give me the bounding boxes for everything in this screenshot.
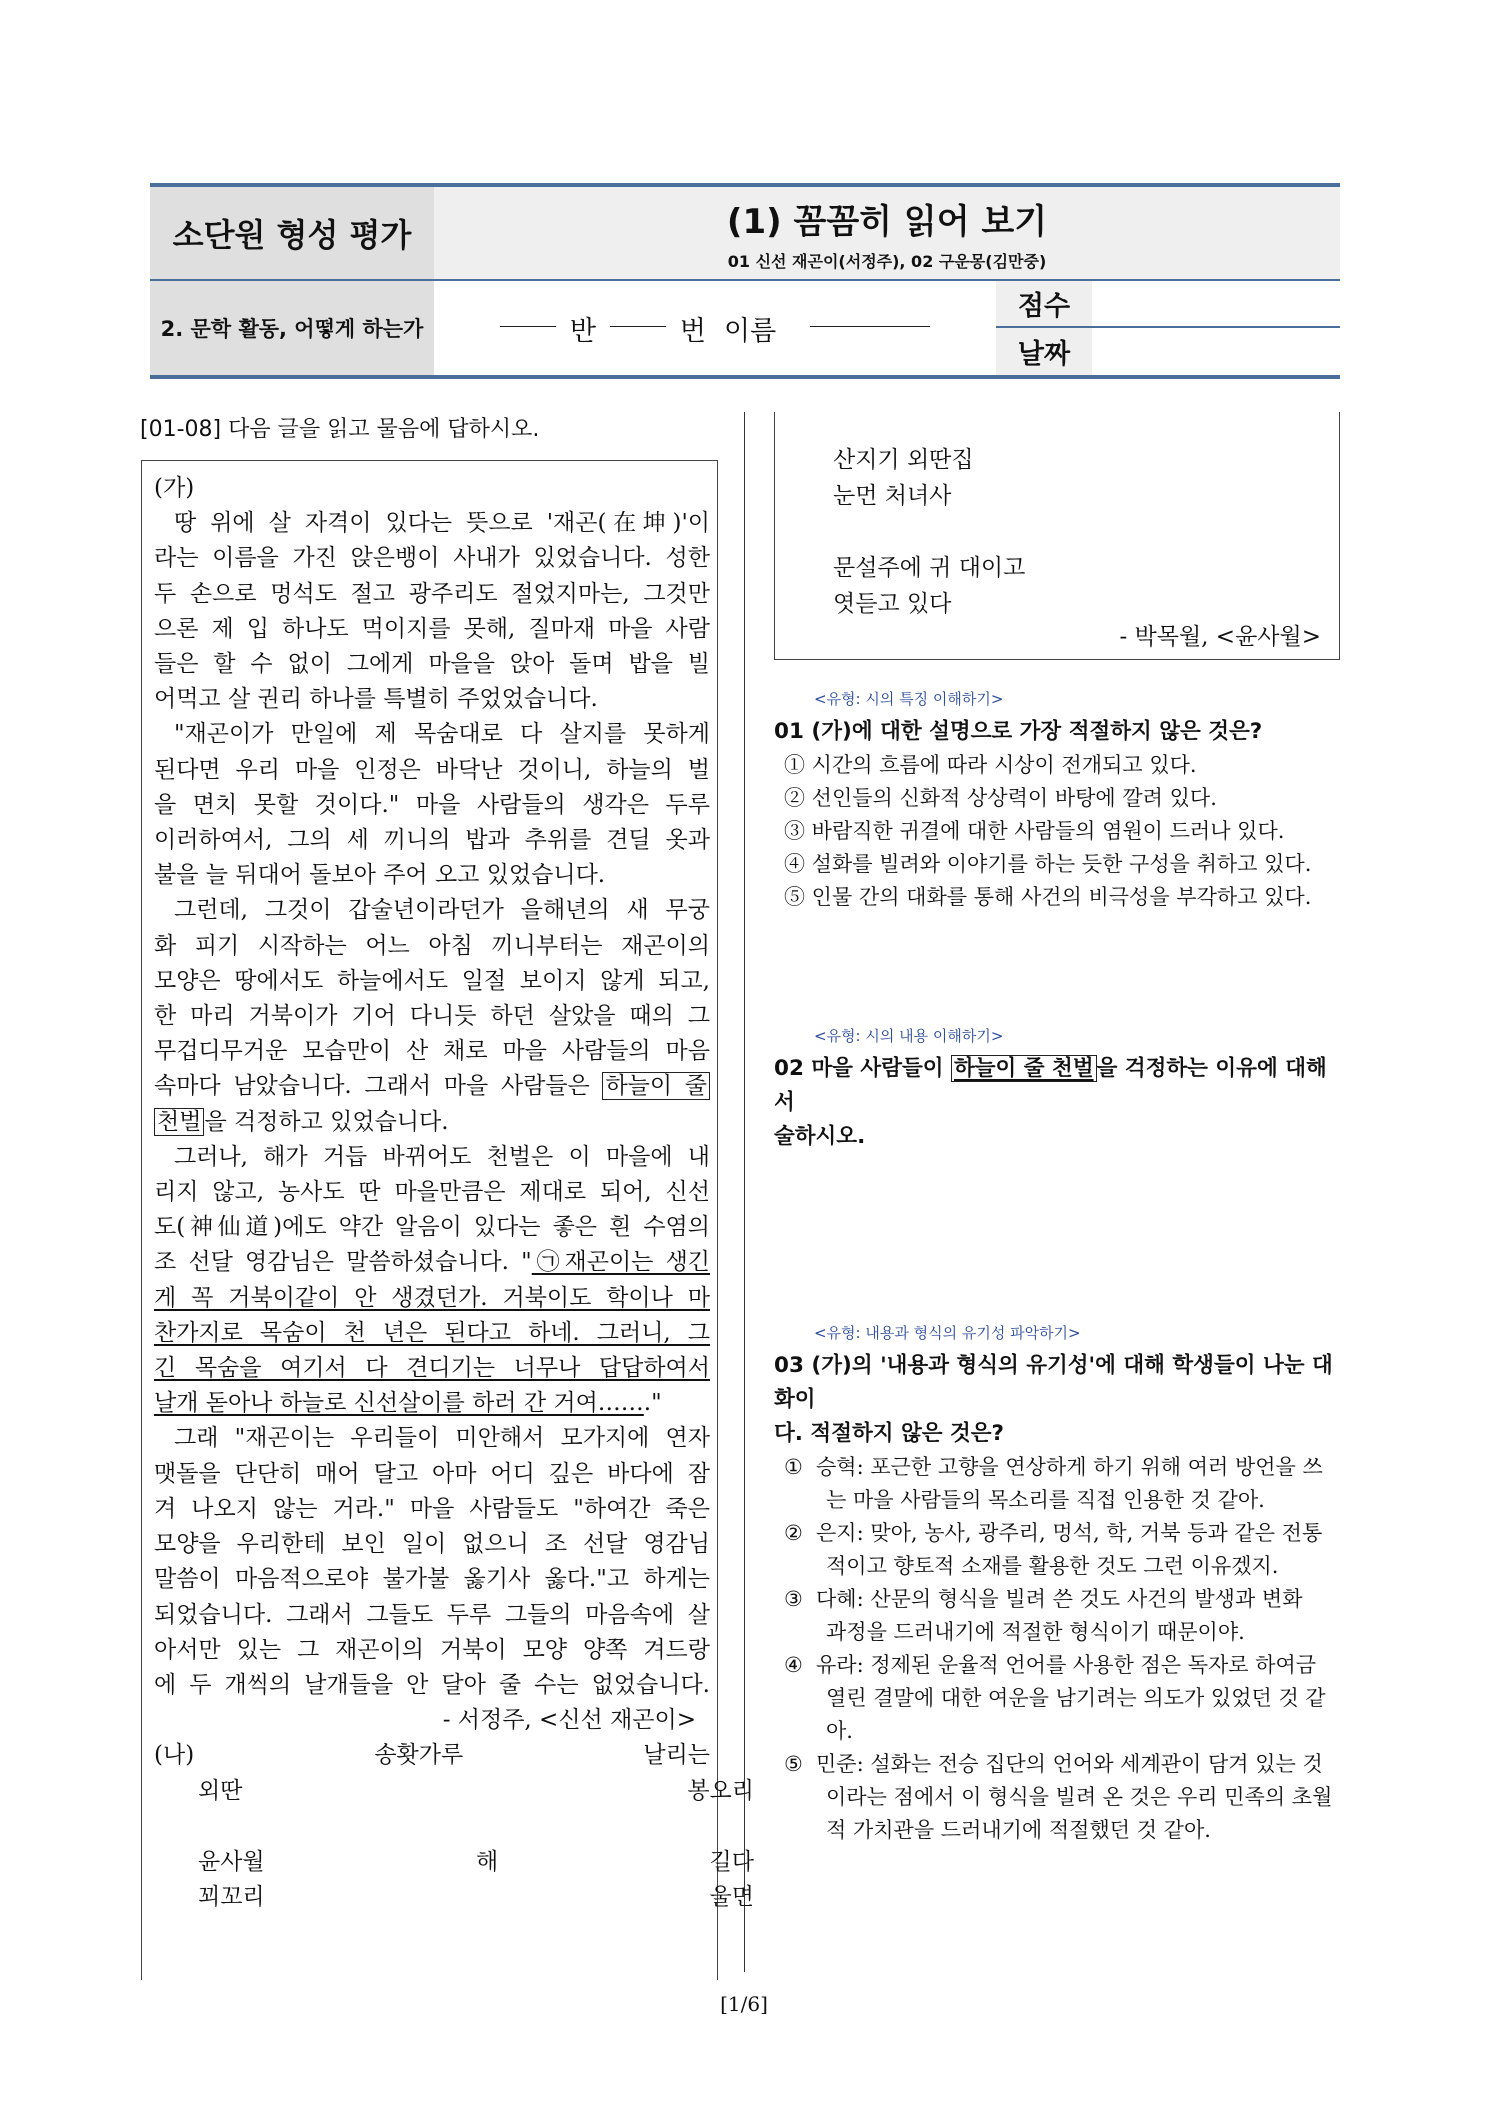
passage-line: 이러하여서, 그의 세 끼니의 밥과 추위를 견딜 옷과 [154, 827, 710, 854]
passage-text: 속마다 남았습니다. 그래서 마을 사람들은 [154, 1073, 603, 1100]
option-text: 다혜: 산문의 형식을 빌려 쓴 것도 사건의 발생과 변화 [816, 1587, 1303, 1611]
worksheet-header [150, 183, 1340, 379]
option-text: 이라는 점에서 이 형식을 빌려 온 것은 우리 민족의 초월 [826, 1785, 1333, 1809]
passage-line: 불을 늘 뒤대어 돌보아 주어 오고 있었습니다. [154, 862, 606, 889]
answer-option[interactable] [774, 1649, 1344, 1748]
passage-line: "재곤이가 만일에 제 목숨대로 다 살지를 못하게 [174, 721, 710, 748]
passage-box-left [141, 460, 754, 1980]
date-label-cell [996, 328, 1092, 375]
answer-option[interactable]: ① 시간의 흐름에 따라 시상이 전개되고 있다. [784, 753, 1197, 777]
number-blank[interactable] [610, 324, 666, 327]
answer-option[interactable]: ② 선인들의 신화적 상상력이 바탕에 깔려 있다. [784, 786, 1217, 810]
option-text: 민준: 설화는 전승 집단의 언어와 세계관이 담겨 있는 것 [816, 1752, 1323, 1776]
lesson-cell [434, 187, 1340, 281]
passage-line: 을 면치 못할 것이다." 마을 사람들의 생각은 두루 [154, 791, 710, 818]
poem-b-line: 엿듣고 있다 [833, 591, 952, 617]
passage-line: 무겁디무거운 모습만이 산 채로 마을 사람들의 마음 [154, 1038, 710, 1065]
passage-line: 들은 할 수 없이 그에게 마을을 앉아 돌며 밥을 빌 [154, 651, 710, 678]
poem-b-line: 꾀꼬리 울면 [198, 1883, 754, 1910]
answer-option[interactable] [774, 1583, 1344, 1649]
name-label: 이름 [724, 315, 777, 347]
answer-option[interactable] [774, 1517, 1344, 1583]
passage-line: 그러나, 해가 거듭 바뀌어도 천벌은 이 마을에 내 [174, 1143, 710, 1170]
page-number: [1/6] [720, 1992, 768, 2016]
question-03 [774, 1322, 1344, 1847]
poem-b-line: 윤사월 해 길다 [198, 1848, 754, 1875]
option-text: 과정을 드러내기에 적절한 형식이기 때문이야. [826, 1620, 1245, 1644]
option-number: ① [784, 1455, 803, 1479]
lesson-title: (1) 꼼꼼히 읽어 보기 [726, 202, 1048, 242]
poem-b-text: 송홧가루 날리는 [374, 1742, 711, 1769]
answer-option[interactable] [774, 1451, 1344, 1517]
question-stem: 03 (가)의 '내용과 형식의 유기성'에 대해 학생들이 나눈 대화이 [774, 1353, 1333, 1412]
number-label: 번 [679, 315, 706, 347]
question-type: <유형: 시의 특징 이해하기> [814, 690, 1004, 708]
passage-line: 으론 제 입 하나도 먹이지를 못해, 질마재 마을 사람 [154, 615, 710, 642]
underlined-quote: 날개 돋아나 하늘로 신선살이를 하러 간 거여…… [154, 1390, 644, 1417]
question-stem-cont: 술하시오. [774, 1124, 866, 1149]
passage-line: 라는 이름을 가진 앉은뱅이 사내가 있었습니다. 성한 [154, 545, 710, 572]
option-text: 는 마을 사람들의 목소리를 직접 인용한 것 같아. [826, 1488, 1265, 1512]
option-text: 적 가치관을 드러내기에 적절했던 것 같아. [826, 1818, 1211, 1842]
poem-b-line [154, 1738, 710, 1773]
poem-b-line: 눈먼 처녀사 [833, 483, 952, 509]
answer-option[interactable]: ⑤ 인물 간의 대화를 통해 사건의 비극성을 부각하고 있다. [784, 885, 1312, 909]
passage-a-label: (가) [154, 475, 195, 501]
answer-option[interactable]: ④ 설화를 빌려와 이야기를 하는 듯한 구성을 취하고 있다. [784, 852, 1312, 876]
stanza-gap [154, 1809, 710, 1845]
passage-line: 에 두 개씩의 날개들을 안 달아 줄 수는 없었습니다. [154, 1671, 710, 1698]
question-01 [774, 688, 1344, 914]
stem-text: 02 마을 사람들이 [774, 1056, 951, 1081]
passage-line: 모양은 땅에서도 하늘에서도 일절 보이지 않게 되고, [154, 967, 710, 994]
answer-option[interactable] [774, 1748, 1344, 1847]
question-type: <유형: 시의 내용 이해하기> [814, 1027, 1004, 1045]
lesson-subtitle: 01 신선 재곤이(서정주), 02 구운몽(김만중) [727, 252, 1047, 271]
option-number: ③ [784, 1587, 803, 1611]
passage-line: 된다면 우리 마을 인정은 바닥난 것이니, 하늘의 벌 [154, 756, 710, 783]
passage-line: 땅 위에 살 자격이 있다는 뜻으로 '재곤(在坤)'이 [174, 510, 710, 537]
poem-continuation-box [774, 412, 1340, 660]
option-text: 은지: 맞아, 농사, 광주리, 멍석, 학, 거북 등과 같은 전통 [816, 1521, 1323, 1545]
passage-line: 맷돌을 단단히 매어 달고 아마 어디 깊은 바다에 잠 [154, 1460, 710, 1487]
passage-line: 한 마리 거북이가 기어 다니듯 하던 살았을 때의 그 [154, 1003, 710, 1030]
passage-line: 말씀이 마음적으로야 불가불 옳기사 옳다."고 하게는 [154, 1566, 710, 1593]
student-info [434, 281, 996, 375]
passage-line: 되었습니다. 그래서 그들도 두루 그들의 마음속에 살 [154, 1601, 710, 1628]
poem-b-line: 문설주에 귀 대이고 [833, 555, 1026, 581]
passage-line [154, 1105, 710, 1140]
stem-boxed-phrase: 하늘이 줄 천벌 [951, 1055, 1097, 1082]
date-field[interactable] [1092, 328, 1340, 375]
passage-line: 그래 "재곤이는 우리들이 미안해서 모가지에 연자 [174, 1425, 710, 1452]
underlined-quote: 찬가지로 목숨이 천 년은 된다고 하네. 그러니, 그 [154, 1319, 710, 1346]
option-text: 아. [826, 1719, 853, 1743]
option-text: 열린 결말에 대한 여운을 남기려는 의도가 있었던 것 같 [826, 1686, 1326, 1710]
passage-line [154, 1386, 710, 1421]
option-text: 승혁: 포근한 고향을 연상하게 하기 위해 여러 방언을 쓰 [816, 1455, 1323, 1479]
question-type: <유형: 내용과 형식의 유기성 파악하기> [814, 1324, 1081, 1342]
passage-line: 그런데, 그것이 갑술년이라던가 을해년의 새 무궁 [174, 897, 710, 924]
passage-line: 화 피기 시작하는 어느 아침 끼니부터는 재곤이의 [154, 932, 710, 959]
passage-line: 아서만 있는 그 재곤이의 거북이 모양 양쪽 겨드랑 [154, 1636, 710, 1663]
passage-line [154, 1069, 710, 1104]
class-blank[interactable] [500, 324, 556, 327]
class-label: 반 [569, 315, 596, 347]
underlined-quote: ㉠재곤이는 생긴 [531, 1249, 711, 1276]
name-blank[interactable] [810, 324, 930, 327]
question-stem: 01 (가)에 대한 설명으로 가장 적절하지 않은 것은? [774, 719, 1263, 744]
passage-text: ." [643, 1390, 662, 1417]
stem-text: 을 걱정하는 이유에 대해 서 [774, 1056, 1327, 1115]
score-field[interactable] [1092, 281, 1340, 328]
option-number: ④ [784, 1653, 803, 1677]
passage-b-source: - 박목월, <윤사월> [1119, 624, 1321, 650]
underlined-quote: 게 꼭 거북이같이 안 생겼던가. 거북이도 학이나 마 [154, 1284, 710, 1311]
passage-line: 모양을 우리한테 보인 일이 없으니 조 선달 영감님 [154, 1531, 710, 1558]
poem-b-line: 외딴 봉오리 [198, 1777, 754, 1804]
chapter-cell [150, 281, 434, 375]
question-stem [774, 1052, 1344, 1120]
answer-option[interactable]: ③ 바람직한 귀결에 대한 사람들의 염원이 드러나 있다. [784, 819, 1285, 843]
option-text: 적이고 향토적 소재를 활용한 것도 그런 이유겠지. [826, 1554, 1279, 1578]
question-02 [774, 1025, 1344, 1334]
option-number: ② [784, 1521, 803, 1545]
poem-b-line: 산지기 외딴집 [833, 447, 974, 473]
passage-line: 리지 않고, 농사도 딴 마을만큼은 제대로 되어, 신선 [154, 1179, 710, 1206]
passage-text: 조 선달 영감님은 말씀하셨습니다. " [154, 1249, 532, 1276]
date-label: 날짜 [1017, 339, 1071, 370]
heaven-punishment-box-cont: 천벌 [154, 1108, 204, 1136]
score-label: 점수 [1017, 291, 1071, 322]
unit-title: 소단원 형성 평가 [172, 216, 412, 254]
underlined-quote: 긴 목숨을 여기서 다 견디기는 너무나 답답하여서 [154, 1355, 710, 1382]
question-stem-cont: 다. 적절하지 않은 것은? [774, 1421, 1005, 1446]
passage-line: 두 손으로 멍석도 절고 광주리도 절었지마는, 그것만 [154, 580, 710, 607]
heaven-punishment-box: 하늘이 줄 [602, 1072, 710, 1100]
passage-b-label: (나) [154, 1742, 195, 1769]
passage-a-source: - 서정주, <신선 재곤이> [442, 1707, 696, 1734]
passage-line: 겨 나오지 않는 거라." 마을 사람들도 "하여간 죽은 [154, 1495, 710, 1522]
chapter-title: 2. 문학 활동, 어떻게 하는가 [160, 317, 424, 341]
passage-line: 어먹고 살 권리 하나를 특별히 주었었습니다. [154, 686, 598, 713]
answer-area[interactable] [774, 1154, 1344, 1334]
passage-line [154, 1245, 710, 1280]
passage-text: 을 걱정하고 있었습니다. [204, 1108, 449, 1135]
column-divider [744, 412, 745, 1972]
option-text: 유라: 정제된 운율적 언어를 사용한 점은 독자로 하여금 [816, 1653, 1317, 1677]
instruction: [01-08] 다음 글을 읽고 물음에 답하시오. [140, 417, 540, 442]
unit-title-cell [150, 187, 434, 281]
score-label-cell [996, 281, 1092, 328]
passage-line: 도(神仙道)에도 약간 알음이 있다는 좋은 흰 수염의 [154, 1214, 710, 1241]
stanza-gap [833, 514, 1339, 550]
option-number: ⑤ [784, 1752, 803, 1776]
